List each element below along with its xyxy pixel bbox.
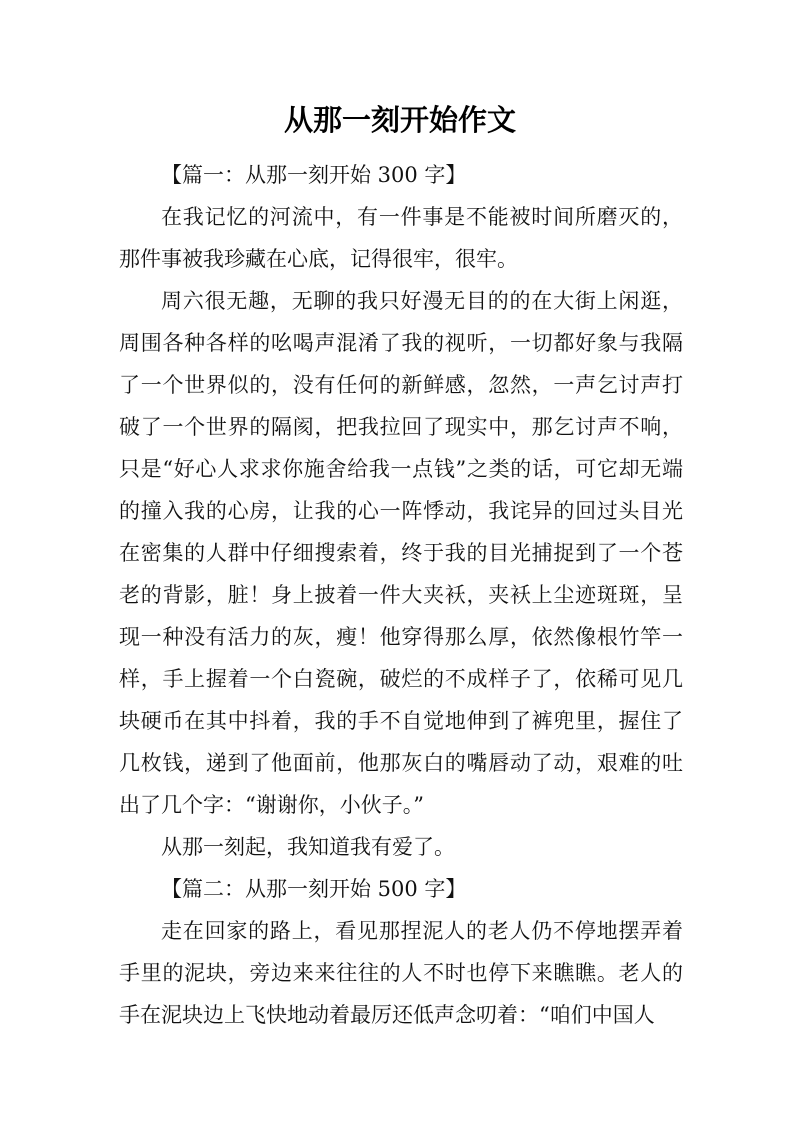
paragraph-1-2: 周六很无趣，无聊的我只好漫无目的的在大街上闲逛，周围各种各样的吆喝声混淆了我的视听，一切都好象与我隔了一个世界似的，没有任何的新鲜感，忽然，一声乞讨声打破了一个世界的隔阂，把我拉回了现实中，那乞讨声不响，只是“好心人求求你施舍给我一点钱”之类的话，可它却无端的撞入我的心房，让我的心一阵悸动，我诧异的回过头目光在密集的人群中仔细搜索着，终于我的目光捕捉到了一个苍老的背影，脏！身上披着一件大夹袄，夹袄上尘迹斑斑，呈现一种没有活力的灰，瘦！他穿得那么厚，依然像根竹竿一样，手上握着一个白瓷碗，破烂的不成样子了，依稀可见几块硬币在其中抖着，我的手不自觉地伸到了裤兜里，握住了几枚钱，递到了他面前，他那灰白的嘴唇动了动，艰难的吐出了几个字：“谢谢你，小伙子。” [119, 289, 683, 817]
section-heading-1: 【篇一：从那一刻开始 300 字】 [161, 163, 467, 187]
document-body [119, 154, 683, 1036]
section-heading-2: 【篇二：从那一刻开始 500 字】 [161, 877, 467, 901]
paragraph-1-3: 从那一刻起，我知道我有爱了。 [161, 835, 455, 859]
paragraph-1-1: 在我记忆的河流中，有一件事是不能被时间所磨灭的，那件事被我珍藏在心底，记得很牢，很牢。 [119, 205, 683, 271]
paragraph-2-1: 走在回家的路上，看见那捏泥人的老人仍不停地摆弄着手里的泥块，旁边来来往往的人不时也停下来瞧瞧。老人的手在泥块边上飞快地动着最厉还低声念叨着：“咱们中国人 [119, 919, 683, 1027]
document-title: 从那一刻开始作文 [283, 103, 516, 137]
